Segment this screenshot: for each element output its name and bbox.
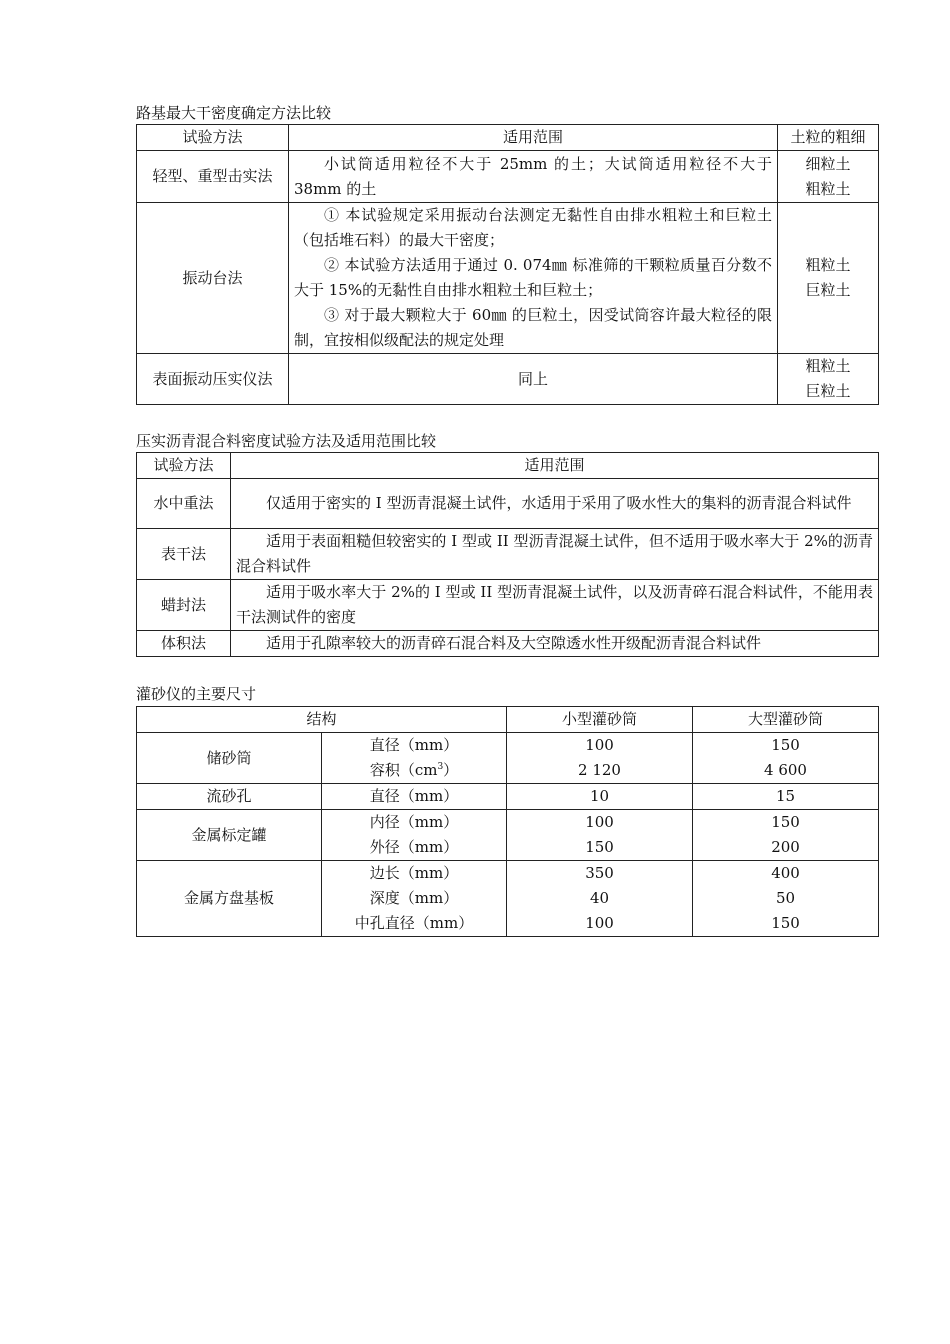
column-header: 土粒的粗细 <box>778 125 879 151</box>
max-dry-density-table <box>136 124 879 405</box>
table-row <box>137 810 879 836</box>
method-cell: 轻型、重型击实法 <box>137 151 289 203</box>
large-value: 400 <box>693 861 879 887</box>
small-value: 350 <box>507 861 693 887</box>
small-value: 40 <box>507 886 693 911</box>
soil-cell <box>778 203 879 354</box>
table-header-row <box>137 707 879 733</box>
small-value: 100 <box>507 810 693 836</box>
scope-cell: 适用于表面粗糙但较密实的 I 型或 II 型沥青混凝土试件，但不适用于吸水率大于 2%的沥青混合料试件 <box>231 529 879 580</box>
table-row <box>137 479 879 529</box>
small-value: 150 <box>507 835 693 861</box>
column-header: 适用范围 <box>289 125 778 151</box>
table-row <box>137 784 879 810</box>
table-row <box>137 631 879 657</box>
scope-item: ① 本试验规定采用振动台法测定无黏性自由排水粗粒土和巨粒土（包括堆石料）的最大干密度； <box>294 206 772 249</box>
table1-caption: 路基最大干密度确定方法比较 <box>136 104 332 122</box>
large-value: 150 <box>693 911 879 937</box>
table-row <box>137 151 879 203</box>
method-cell: 表面振动压实仪法 <box>137 354 289 405</box>
table-row <box>137 529 879 580</box>
column-header: 试验方法 <box>137 453 231 479</box>
small-value: 100 <box>507 911 693 937</box>
group-name: 流砂孔 <box>137 784 322 810</box>
table-header-row <box>137 125 879 151</box>
soil-type: 巨粒土 <box>805 382 851 400</box>
column-header: 结构 <box>137 707 507 733</box>
soil-cell <box>778 151 879 203</box>
dimension-label: 容积$(cm^3)$ <box>322 758 507 784</box>
method-cell: 水中重法 <box>137 479 231 529</box>
table-row <box>137 580 879 631</box>
column-header: 大型灌砂筒 <box>693 707 879 733</box>
group-name: 金属方盘基板 <box>137 861 322 937</box>
group-name: 储砂筒 <box>137 733 322 784</box>
scope-cell: 仅适用于密实的 I 型沥青混凝土试件，水适用于采用了吸水性大的集料的沥青混合料试件 <box>231 479 879 529</box>
table-row <box>137 733 879 759</box>
large-value: 150 <box>693 810 879 836</box>
scope-cell: 适用于吸水率大于 2%的 I 型或 II 型沥青混凝土试件，以及沥青碎石混合料试件，不能用表干法测试件的密度 <box>231 580 879 631</box>
scope-cell: 小试筒适用粒径不大于 25mm 的土；大试筒适用粒径不大于 38mm 的土 <box>289 151 778 203</box>
table-row <box>137 354 879 405</box>
column-header: 适用范围 <box>231 453 879 479</box>
sand-cone-dimensions-table <box>136 706 879 937</box>
method-cell: 振动台法 <box>137 203 289 354</box>
table2-caption: 压实沥青混合料密度试验方法及适用范围比较 <box>136 432 437 450</box>
table-header-row <box>137 453 879 479</box>
asphalt-density-table <box>136 452 879 657</box>
method-cell: 蜡封法 <box>137 580 231 631</box>
dimension-label: 中孔直径（mm） <box>322 911 507 937</box>
scope-cell: 适用于孔隙率较大的沥青碎石混合料及大空隙透水性开级配沥青混合料试件 <box>231 631 879 657</box>
scope-cell <box>289 203 778 354</box>
column-header: 小型灌砂筒 <box>507 707 693 733</box>
large-value: 200 <box>693 835 879 861</box>
dimension-label: 直径（mm） <box>322 784 507 810</box>
large-value: 150 <box>693 733 879 759</box>
soil-type: 粗粒土 <box>805 357 851 375</box>
small-value: 10 <box>507 784 693 810</box>
dimension-label: 内径（mm） <box>322 810 507 836</box>
scope-cell: 同上 <box>289 354 778 405</box>
group-name: 金属标定罐 <box>137 810 322 861</box>
soil-type: 粗粒土 <box>805 256 851 274</box>
dimension-label: 边长（mm） <box>322 861 507 887</box>
soil-type: 粗粒土 <box>805 179 851 198</box>
small-value: 100 <box>507 733 693 759</box>
method-cell: 体积法 <box>137 631 231 657</box>
soil-type: 细粒土 <box>805 154 851 173</box>
table-row <box>137 203 879 354</box>
dimension-label: 深度（mm） <box>322 886 507 911</box>
soil-type: 巨粒土 <box>805 281 851 299</box>
method-cell: 表干法 <box>137 529 231 580</box>
table3-caption: 灌砂仪的主要尺寸 <box>136 685 257 703</box>
large-value: 4 600 <box>693 758 879 784</box>
large-value: 15 <box>693 784 879 810</box>
dimension-label: 外径（mm） <box>322 835 507 861</box>
scope-item: ③ 对于最大颗粒大于 60㎜ 的巨粒土，因受试筒容许最大粒径的限制，宜按相似级配法的规定处理 <box>294 306 772 349</box>
large-value: 50 <box>693 886 879 911</box>
dimension-label: 直径（mm） <box>322 733 507 759</box>
scope-item: ② 本试验方法适用于通过 0. 074㎜ 标准筛的干颗粒质量百分数不大于 15%的无黏性自由排水粗粒土和巨粒土； <box>294 256 772 299</box>
small-value: 2 120 <box>507 758 693 784</box>
soil-cell <box>778 354 879 405</box>
column-header: 试验方法 <box>137 125 289 151</box>
table-row <box>137 861 879 887</box>
